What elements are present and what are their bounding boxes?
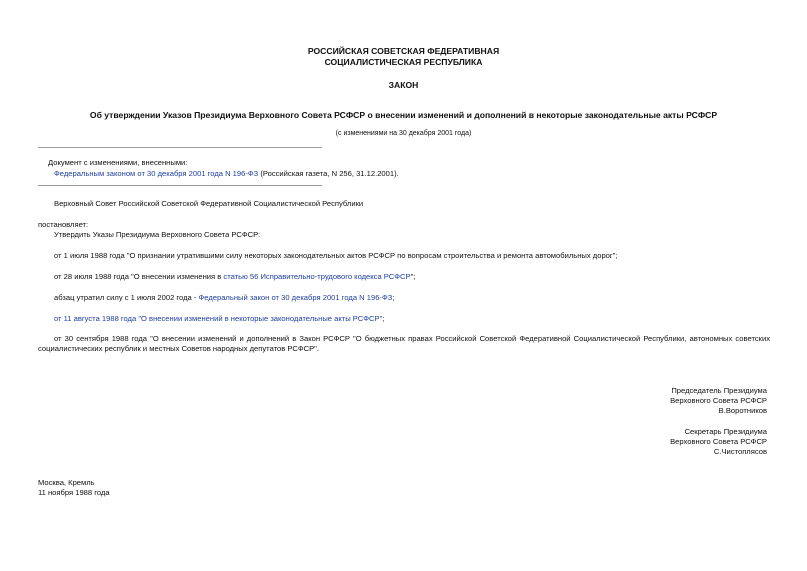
decree-item-5-line1: от 30 сентября 1988 года "О внесении изменений и дополнений в Закон РСФСР "О бюджетных правах Российской Советской Федеративной Социалистической Республики, автономных советских xyxy=(54,334,770,343)
divider-top xyxy=(38,147,322,148)
document-title: Об утверждении Указов Президиума Верховного Совета РСФСР о внесении изменений и дополнений в некоторые законодательные акты РСФСР xyxy=(89,110,718,120)
signing-date: 11 ноября 1988 года xyxy=(38,488,110,497)
decree-item-3-prefix: абзац утратил силу с 1 июля 2002 года - xyxy=(54,293,199,302)
decree-aug-1988-link[interactable]: от 11 августа 1988 года "О внесении изменений в некоторые законодательные акты РСФСР" xyxy=(54,314,383,323)
secretary-name: С.Чистоплясов xyxy=(713,447,767,456)
amended-note: (с изменениями на 30 декабря 2001 года) xyxy=(335,130,472,137)
decree-item-2-prefix: от 28 июля 1988 года "О внесении изменения в xyxy=(54,272,224,281)
chair-title-line1: Председатель Президиума xyxy=(671,386,767,395)
decree-item-1: от 1 июля 1988 года "О признании утратившими силу некоторых законодательных актов РСФСР по вопросам строительства и ремонта автомобильных дорог"; xyxy=(54,251,618,260)
republic-name-line1: РОССИЙСКАЯ СОВЕТСКАЯ ФЕДЕРАТИВНАЯ xyxy=(307,46,500,56)
federal-law-link[interactable]: Федеральный закон от 30 декабря 2001 года N 196-ФЗ xyxy=(198,293,393,302)
amendments-intro: Документ с изменениями, внесенными: xyxy=(48,158,188,167)
decree-item-4-suffix: ; xyxy=(382,314,385,323)
decree-item-3-suffix: ; xyxy=(392,293,395,302)
chair-name: В.Воротников xyxy=(718,406,767,415)
chair-title-line2: Верховного Совета РСФСР xyxy=(670,396,767,405)
amendments-entry xyxy=(54,169,399,178)
article-56-link[interactable]: статью 56 Исправительно-трудового кодекса РСФСР xyxy=(223,272,411,281)
resolves: постановляет: xyxy=(38,220,89,229)
secretary-title-line2: Верховного Совета РСФСР xyxy=(670,437,767,446)
decree-item-2 xyxy=(54,272,415,281)
amending-law-link[interactable]: Федеральным законом от 30 декабря 2001 года N 196-ФЗ xyxy=(54,169,259,178)
secretary-title-line1: Секретарь Президиума xyxy=(684,427,767,436)
divider-bottom xyxy=(38,185,322,186)
decree-item-2-suffix: "; xyxy=(410,272,416,281)
approve-statement: Утвердить Указы Президиума Верховного Совета РСФСР: xyxy=(54,230,261,239)
signing-place: Москва, Кремль xyxy=(38,478,95,487)
republic-name-line2: СОЦИАЛИСТИЧЕСКАЯ РЕСПУБЛИКА xyxy=(324,57,483,67)
decree-item-4 xyxy=(54,314,384,323)
decree-item-3 xyxy=(54,293,394,302)
decree-item-5-line2: социалистических республик и местных Советов народных депутатов РСФСР". xyxy=(38,344,319,353)
amendments-source: (Российская газета, N 256, 31.12.2001). xyxy=(258,169,399,178)
preamble: Верховный Совет Российской Советской Федеративной Социалистической Республики xyxy=(54,199,364,208)
document-type: ЗАКОН xyxy=(388,80,419,90)
